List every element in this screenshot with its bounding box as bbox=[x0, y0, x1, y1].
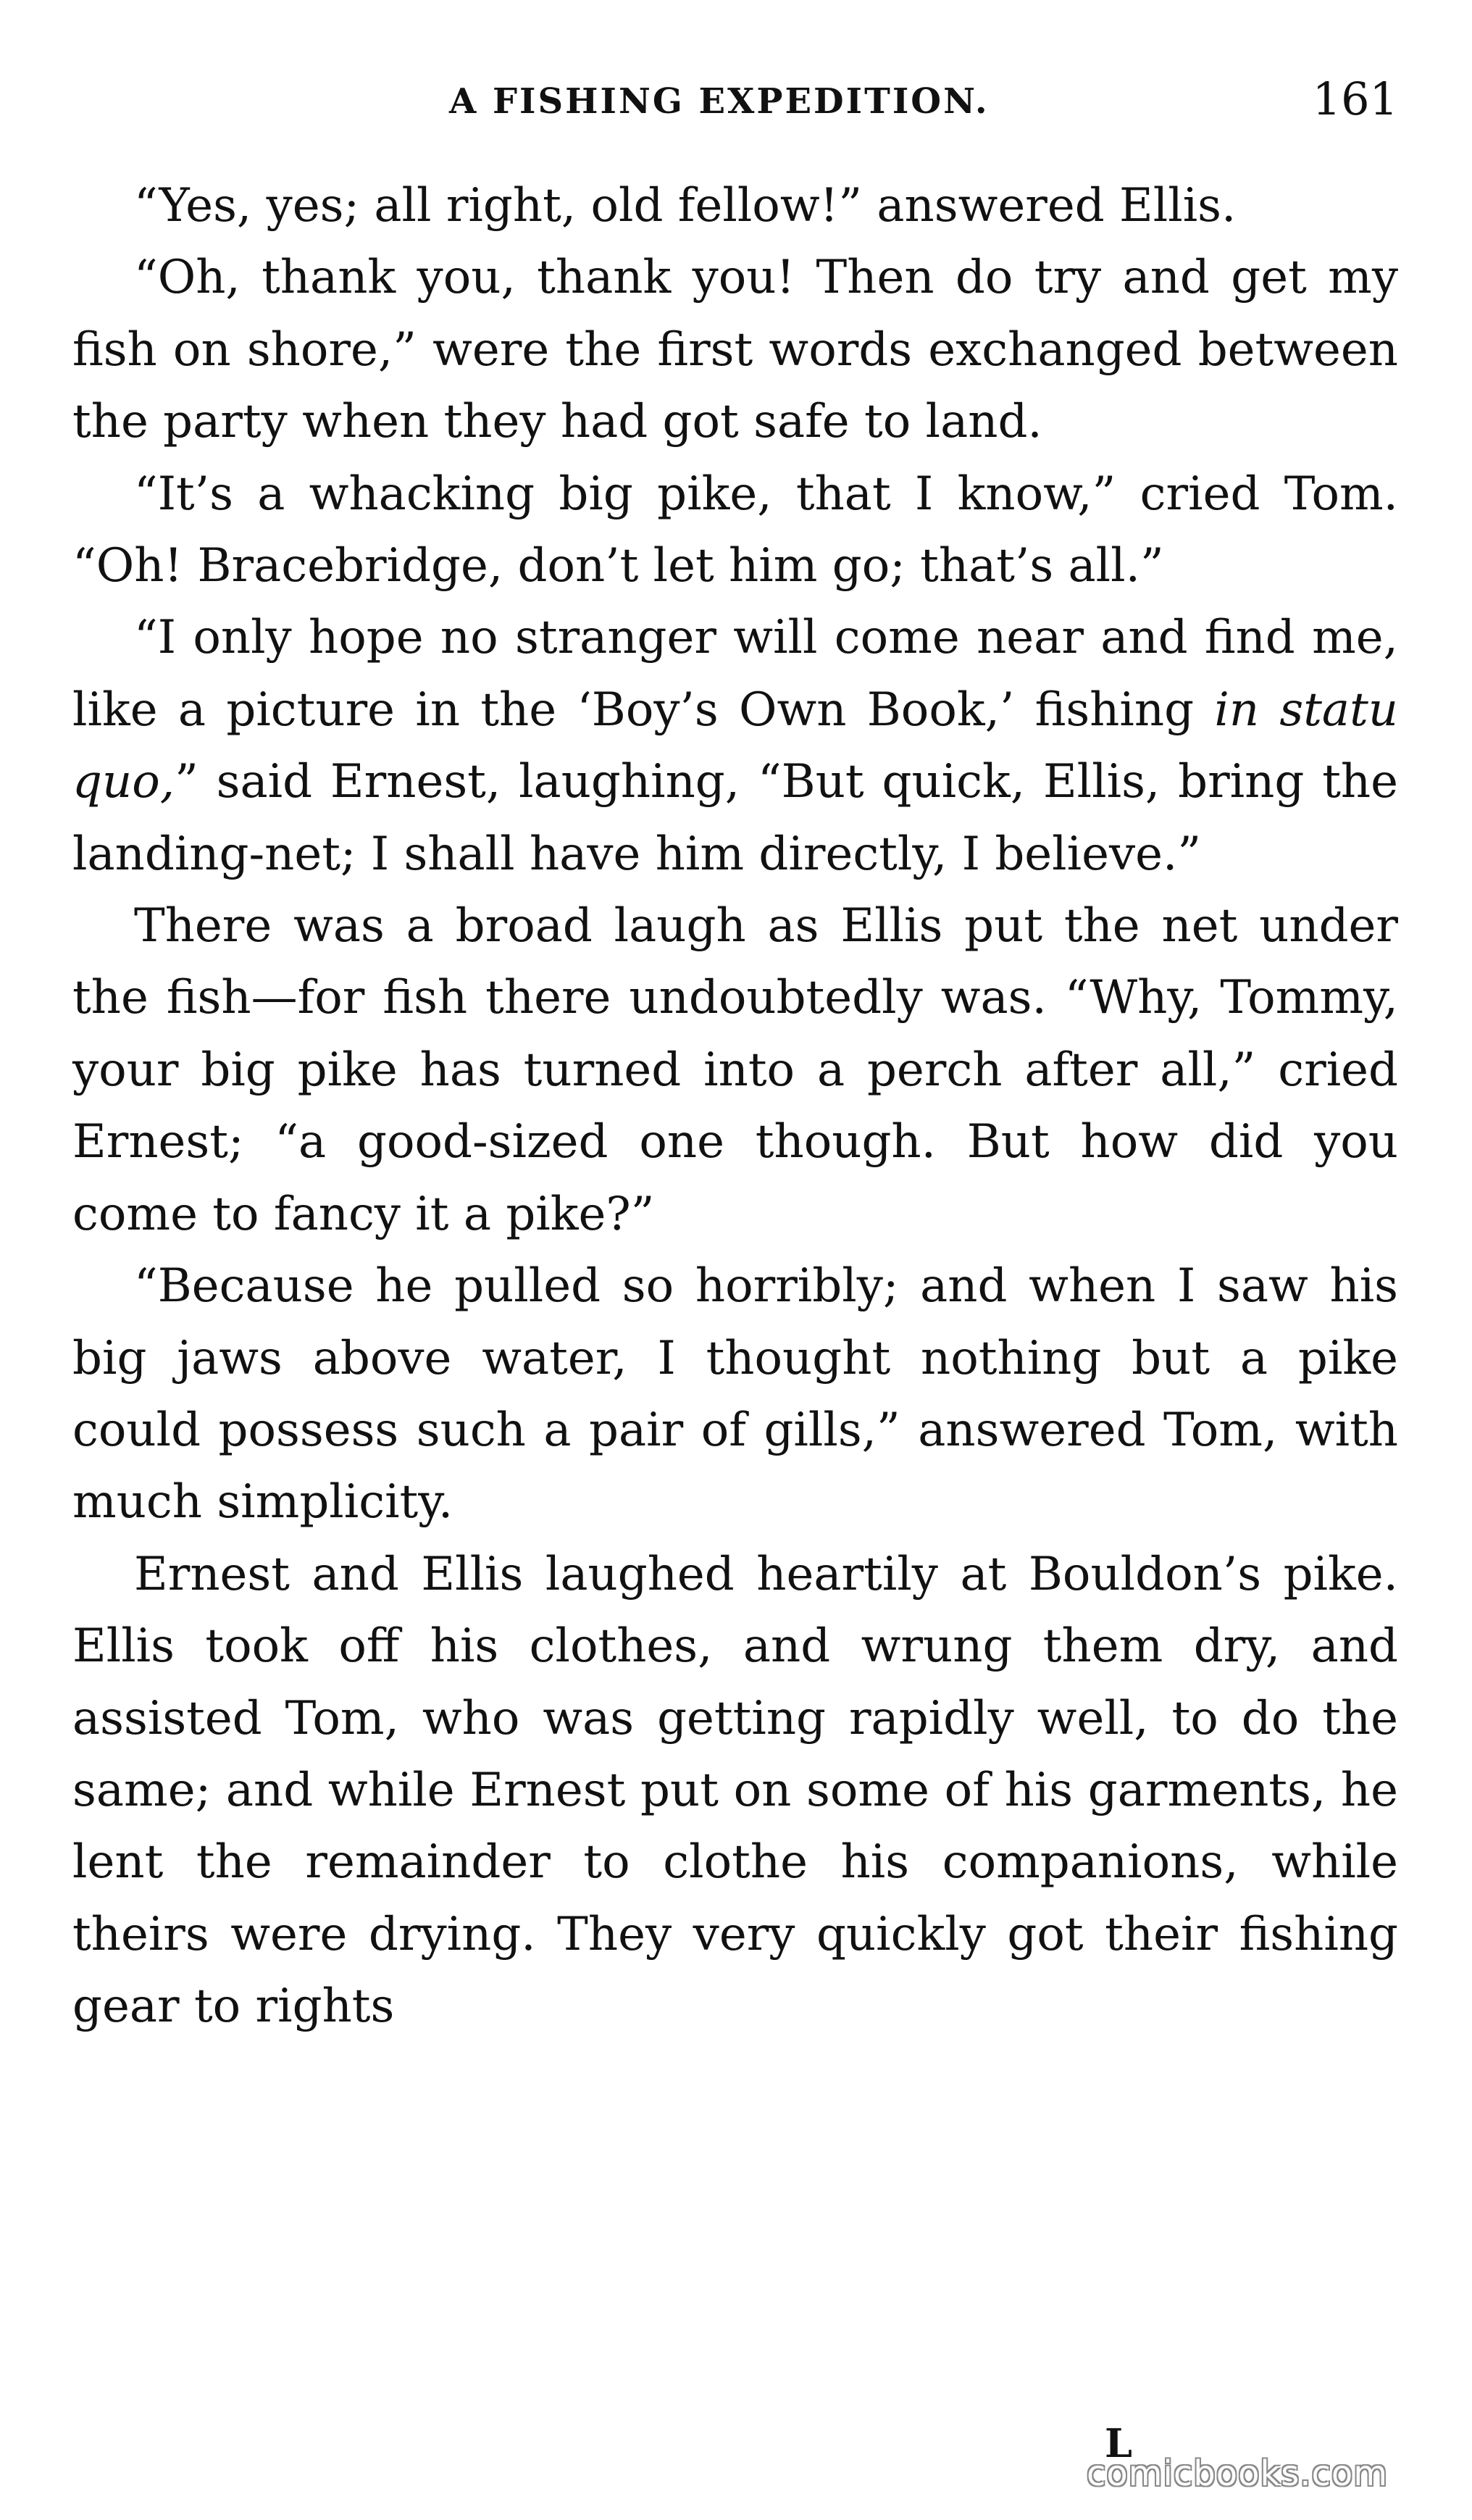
paragraph-4 bbox=[72, 602, 1398, 890]
paragraph-1: “Yes, yes; all right, old fellow!” answered Ellis. bbox=[134, 179, 1237, 233]
paragraph-6: “Because he pulled so horribly; and when I saw his big jaws above water, I thought nothing but a pike could possess such a pair of gills,” answered Tom, with much simplicity. bbox=[72, 1259, 1398, 1530]
paragraph-4-after: ” said Ernest, laughing, “But quick, Ellis, bring the landing-net; I shall have him directly, I believe.” bbox=[72, 755, 1398, 881]
body-text bbox=[72, 170, 1398, 2043]
watermark: comicbooks.com bbox=[1087, 2453, 1389, 2494]
page-number: 161 bbox=[1312, 72, 1398, 125]
paragraph-2: “Oh, thank you, thank you! Then do try and get my fish on shore,” were the first words exchanged between the party when they had got safe to land. bbox=[72, 251, 1398, 449]
paragraph-4-italic: in statu quo, bbox=[72, 683, 1399, 809]
running-title: A FISHING EXPEDITION. bbox=[449, 81, 990, 122]
running-head bbox=[72, 72, 1398, 136]
paragraph-3: “It’s a whacking big pike, that I know,” cried Tom. “Oh! Bracebridge, don’t let him go; that’s all.” bbox=[72, 467, 1398, 593]
paragraph-7: Ernest and Ellis laughed heartily at Bouldon’s pike. Ellis took off his clothes, and wrung them dry, and assisted Tom, who was getting rapidly well, to do the same; and while Ernest put on some of his garments, he lent the remainder to clothe his companions, while theirs were drying. They very quickly got their fishing gear to rights bbox=[72, 1547, 1398, 2034]
paragraph-4-before: “I only hope no stranger will come near and find me, like a picture in the ‘Boy’s Own Book,’ fishing bbox=[72, 611, 1398, 737]
signature-mark: L bbox=[1105, 2420, 1132, 2466]
paragraph-5: There was a broad laugh as Ellis put the net under the fish—for fish there undoubtedly was. “Why, Tommy, your big pike has turned into a perch after all,” cried Ernest; “a good-sized one though. But how did you come to fancy it a pike?” bbox=[72, 899, 1398, 1241]
